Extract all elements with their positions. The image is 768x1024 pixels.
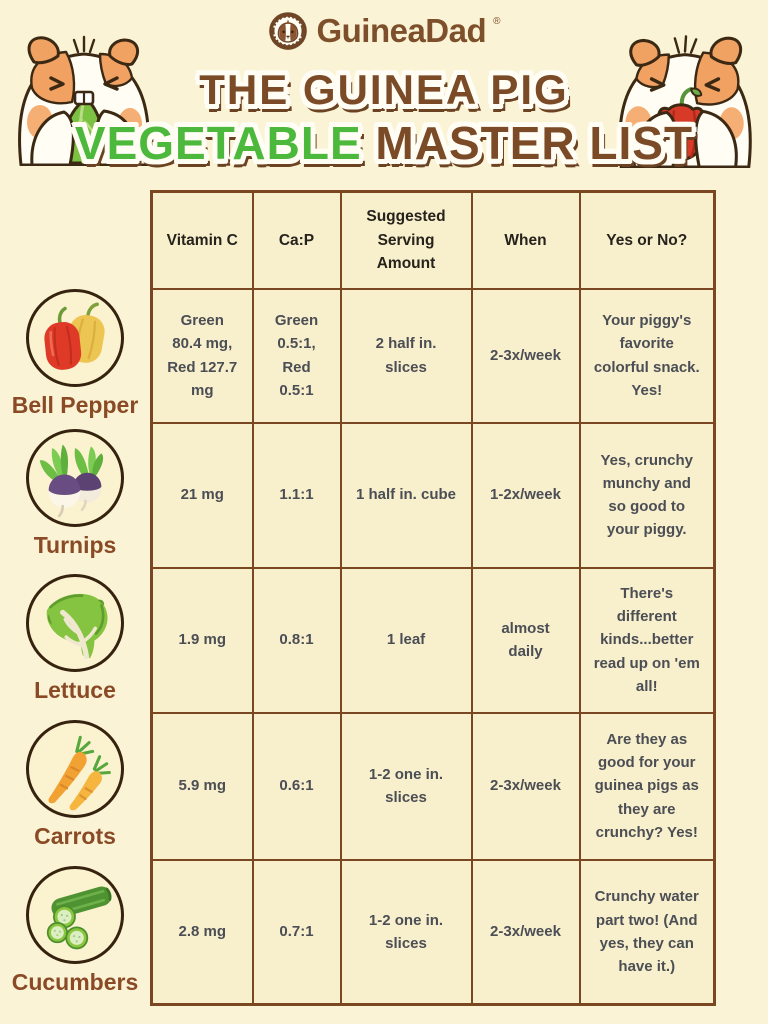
column-header-yes-or-no: Yes or No? — [580, 192, 715, 289]
cell-vitamin-c: 21 mg — [152, 423, 253, 568]
poster-title-vegetable-word: VEGETABLE — [74, 117, 362, 169]
cucumbers-icon — [26, 866, 124, 964]
cell-when: almost daily — [472, 568, 580, 713]
poster-title-line1: THE GUINEA PIG — [199, 66, 569, 113]
veg-label: Carrots — [34, 822, 116, 849]
cell-serving: 1-2 one in. slices — [341, 713, 472, 860]
veg-label: Cucumbers — [11, 968, 139, 995]
veg-item-bell-pepper — [0, 287, 150, 421]
table-row-cucumbers — [152, 860, 715, 1005]
guineadad-badge-icon — [267, 10, 309, 52]
cell-yes-or-no: Yes, crunchy munchy and so good to your piggy. — [580, 423, 715, 568]
cell-vitamin-c: 2.8 mg — [152, 860, 253, 1005]
veg-item-turnips — [0, 421, 150, 566]
column-header-vitamin-c: Vitamin C — [152, 192, 253, 289]
registered-trademark-mark: ® — [493, 16, 501, 27]
bell-pepper-icon — [26, 289, 124, 387]
column-header-ca-p: Ca:P — [253, 192, 341, 289]
vegetable-data-table — [150, 190, 716, 1006]
cell-yes-or-no: Are they as good for your guinea pigs as they are crunchy? Yes! — [580, 713, 715, 860]
cell-serving: 1 leaf — [341, 568, 472, 713]
cell-ca-p: 0.7:1 — [253, 860, 341, 1005]
poster-title-master-list-words: MASTER LIST — [361, 117, 694, 169]
cell-yes-or-no: Crunchy water part two! (And yes, they can have it.) — [580, 860, 715, 1005]
cell-ca-p: Green 0.5:1, Red 0.5:1 — [253, 289, 341, 423]
cell-serving: 2 half in. slices — [341, 289, 472, 423]
cell-yes-or-no: There's different kinds...better read up on 'em all! — [580, 568, 715, 713]
cell-vitamin-c: 1.9 mg — [152, 568, 253, 713]
brand-header — [0, 10, 768, 52]
veg-label: Bell Pepper — [11, 392, 139, 418]
veg-label: Lettuce — [34, 676, 116, 703]
carrots-icon — [26, 720, 124, 818]
cell-ca-p: 1.1:1 — [253, 423, 341, 568]
veg-item-cucumbers — [0, 858, 150, 1003]
table-row-carrots — [152, 713, 715, 860]
cell-vitamin-c: Green 80.4 mg, Red 127.7 mg — [152, 289, 253, 423]
cell-when: 2-3x/week — [472, 289, 580, 423]
column-header-when: When — [472, 192, 580, 289]
table-row-turnips — [152, 423, 715, 568]
cell-serving: 1-2 one in. slices — [341, 860, 472, 1005]
cell-when: 2-3x/week — [472, 713, 580, 860]
table-row-lettuce — [152, 568, 715, 713]
cell-when: 2-3x/week — [472, 860, 580, 1005]
lettuce-icon — [26, 574, 124, 672]
table-row-bell-pepper — [152, 289, 715, 423]
cell-yes-or-no: Your piggy's favorite colorful snack. Yes! — [580, 289, 715, 423]
column-header-serving: Suggested Serving Amount — [341, 192, 472, 289]
veg-item-lettuce — [0, 566, 150, 711]
turnips-icon — [26, 429, 124, 527]
cell-when: 1-2x/week — [472, 423, 580, 568]
poster-title-line2 — [0, 116, 768, 170]
veg-label: Turnips — [33, 531, 117, 558]
brand-wordmark: GuineaDad — [316, 12, 487, 49]
cell-ca-p: 0.6:1 — [253, 713, 341, 860]
cell-serving: 1 half in. cube — [341, 423, 472, 568]
cell-vitamin-c: 5.9 mg — [152, 713, 253, 860]
table-header-row — [152, 192, 715, 289]
veg-item-carrots — [0, 711, 150, 858]
cell-ca-p: 0.8:1 — [253, 568, 341, 713]
